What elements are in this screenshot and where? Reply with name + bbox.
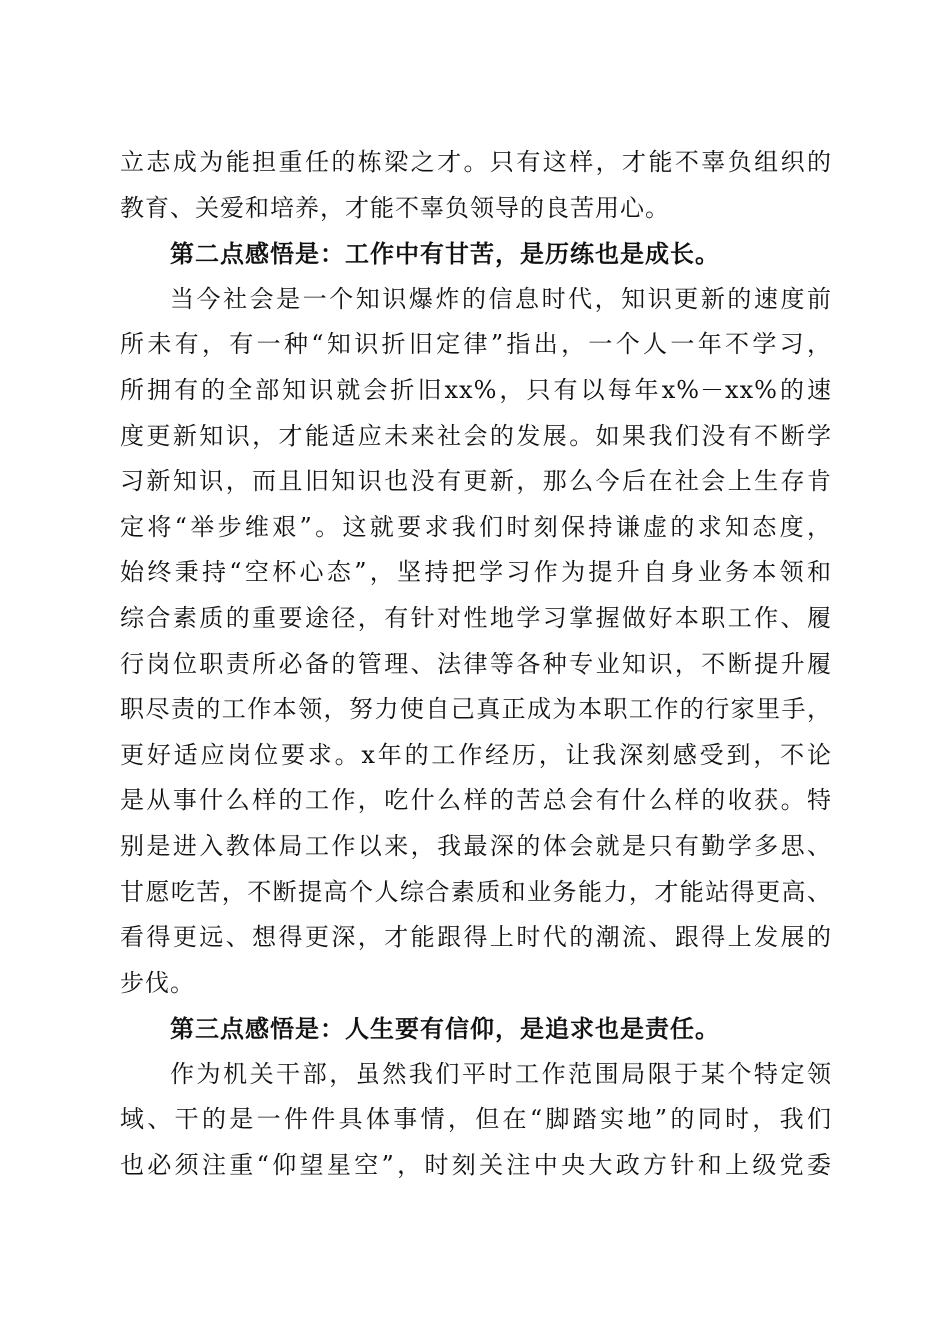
section-heading: 第三点感悟是：人生要有信仰，是追求也是责任。 <box>170 1014 720 1044</box>
text-line: 作为机关干部，虽然我们平时工作范围局限于某个特定领 <box>170 1059 832 1088</box>
text-line: 也必须注重“仰望星空”，时刻关注中央大政方针和上级党委 <box>120 1151 832 1180</box>
text-line: 职尽责的工作本领，努力使自己真正成为本职工作的行家里手， <box>120 695 832 724</box>
section-heading: 第二点感悟是：工作中有甘苦，是历练也是成长。 <box>170 239 720 269</box>
text-line: 立志成为能担重任的栋梁之才。只有这样，才能不辜负组织的 <box>120 148 832 176</box>
text-line: 当今社会是一个知识爆炸的信息时代，知识更新的速度前 <box>170 284 832 313</box>
text-line: 度更新知识，才能适应未来社会的发展。如果我们没有不断学 <box>120 421 832 450</box>
text-line: 域、干的是一件件具体事情，但在“脚踏实地”的同时，我们 <box>120 1105 832 1134</box>
text-line: 更好适应岗位要求。x年的工作经历，让我深刻感受到，不论 <box>120 740 832 769</box>
text-line: 所拥有的全部知识就会折旧xx%，只有以每年x%－xx%的速 <box>120 375 832 404</box>
text-line: 行岗位职责所必备的管理、法律等各种专业知识，不断提升履 <box>120 649 832 678</box>
text-line: 甘愿吃苦，不断提高个人综合素质和业务能力，才能站得更高、 <box>120 877 832 906</box>
text-line: 所未有，有一种“知识折旧定律”指出，一个人一年不学习， <box>120 330 832 359</box>
text-line: 始终秉持“空杯心态”，坚持把学习作为提升自身业务本领和 <box>120 558 832 587</box>
text-line: 看得更远、想得更深，才能跟得上时代的潮流、跟得上发展的 <box>120 923 832 952</box>
text-line: 习新知识，而且旧知识也没有更新，那么今后在社会上生存肯 <box>120 467 832 496</box>
text-line: 教育、关爱和培养，才能不辜负领导的良苦用心。 <box>120 193 670 222</box>
document-page <box>120 140 832 1189</box>
text-line: 步伐。 <box>120 968 195 997</box>
text-line: 综合素质的重要途径，有针对性地学习掌握做好本职工作、履 <box>120 603 832 632</box>
text-line: 定将“举步维艰”。这就要求我们时刻保持谦虚的求知态度， <box>120 512 832 541</box>
text-line: 别是进入教体局工作以来，我最深的体会就是只有勤学多思、 <box>120 831 832 860</box>
text-line: 是从事什么样的工作，吃什么样的苦总会有什么样的收获。特 <box>120 786 832 815</box>
